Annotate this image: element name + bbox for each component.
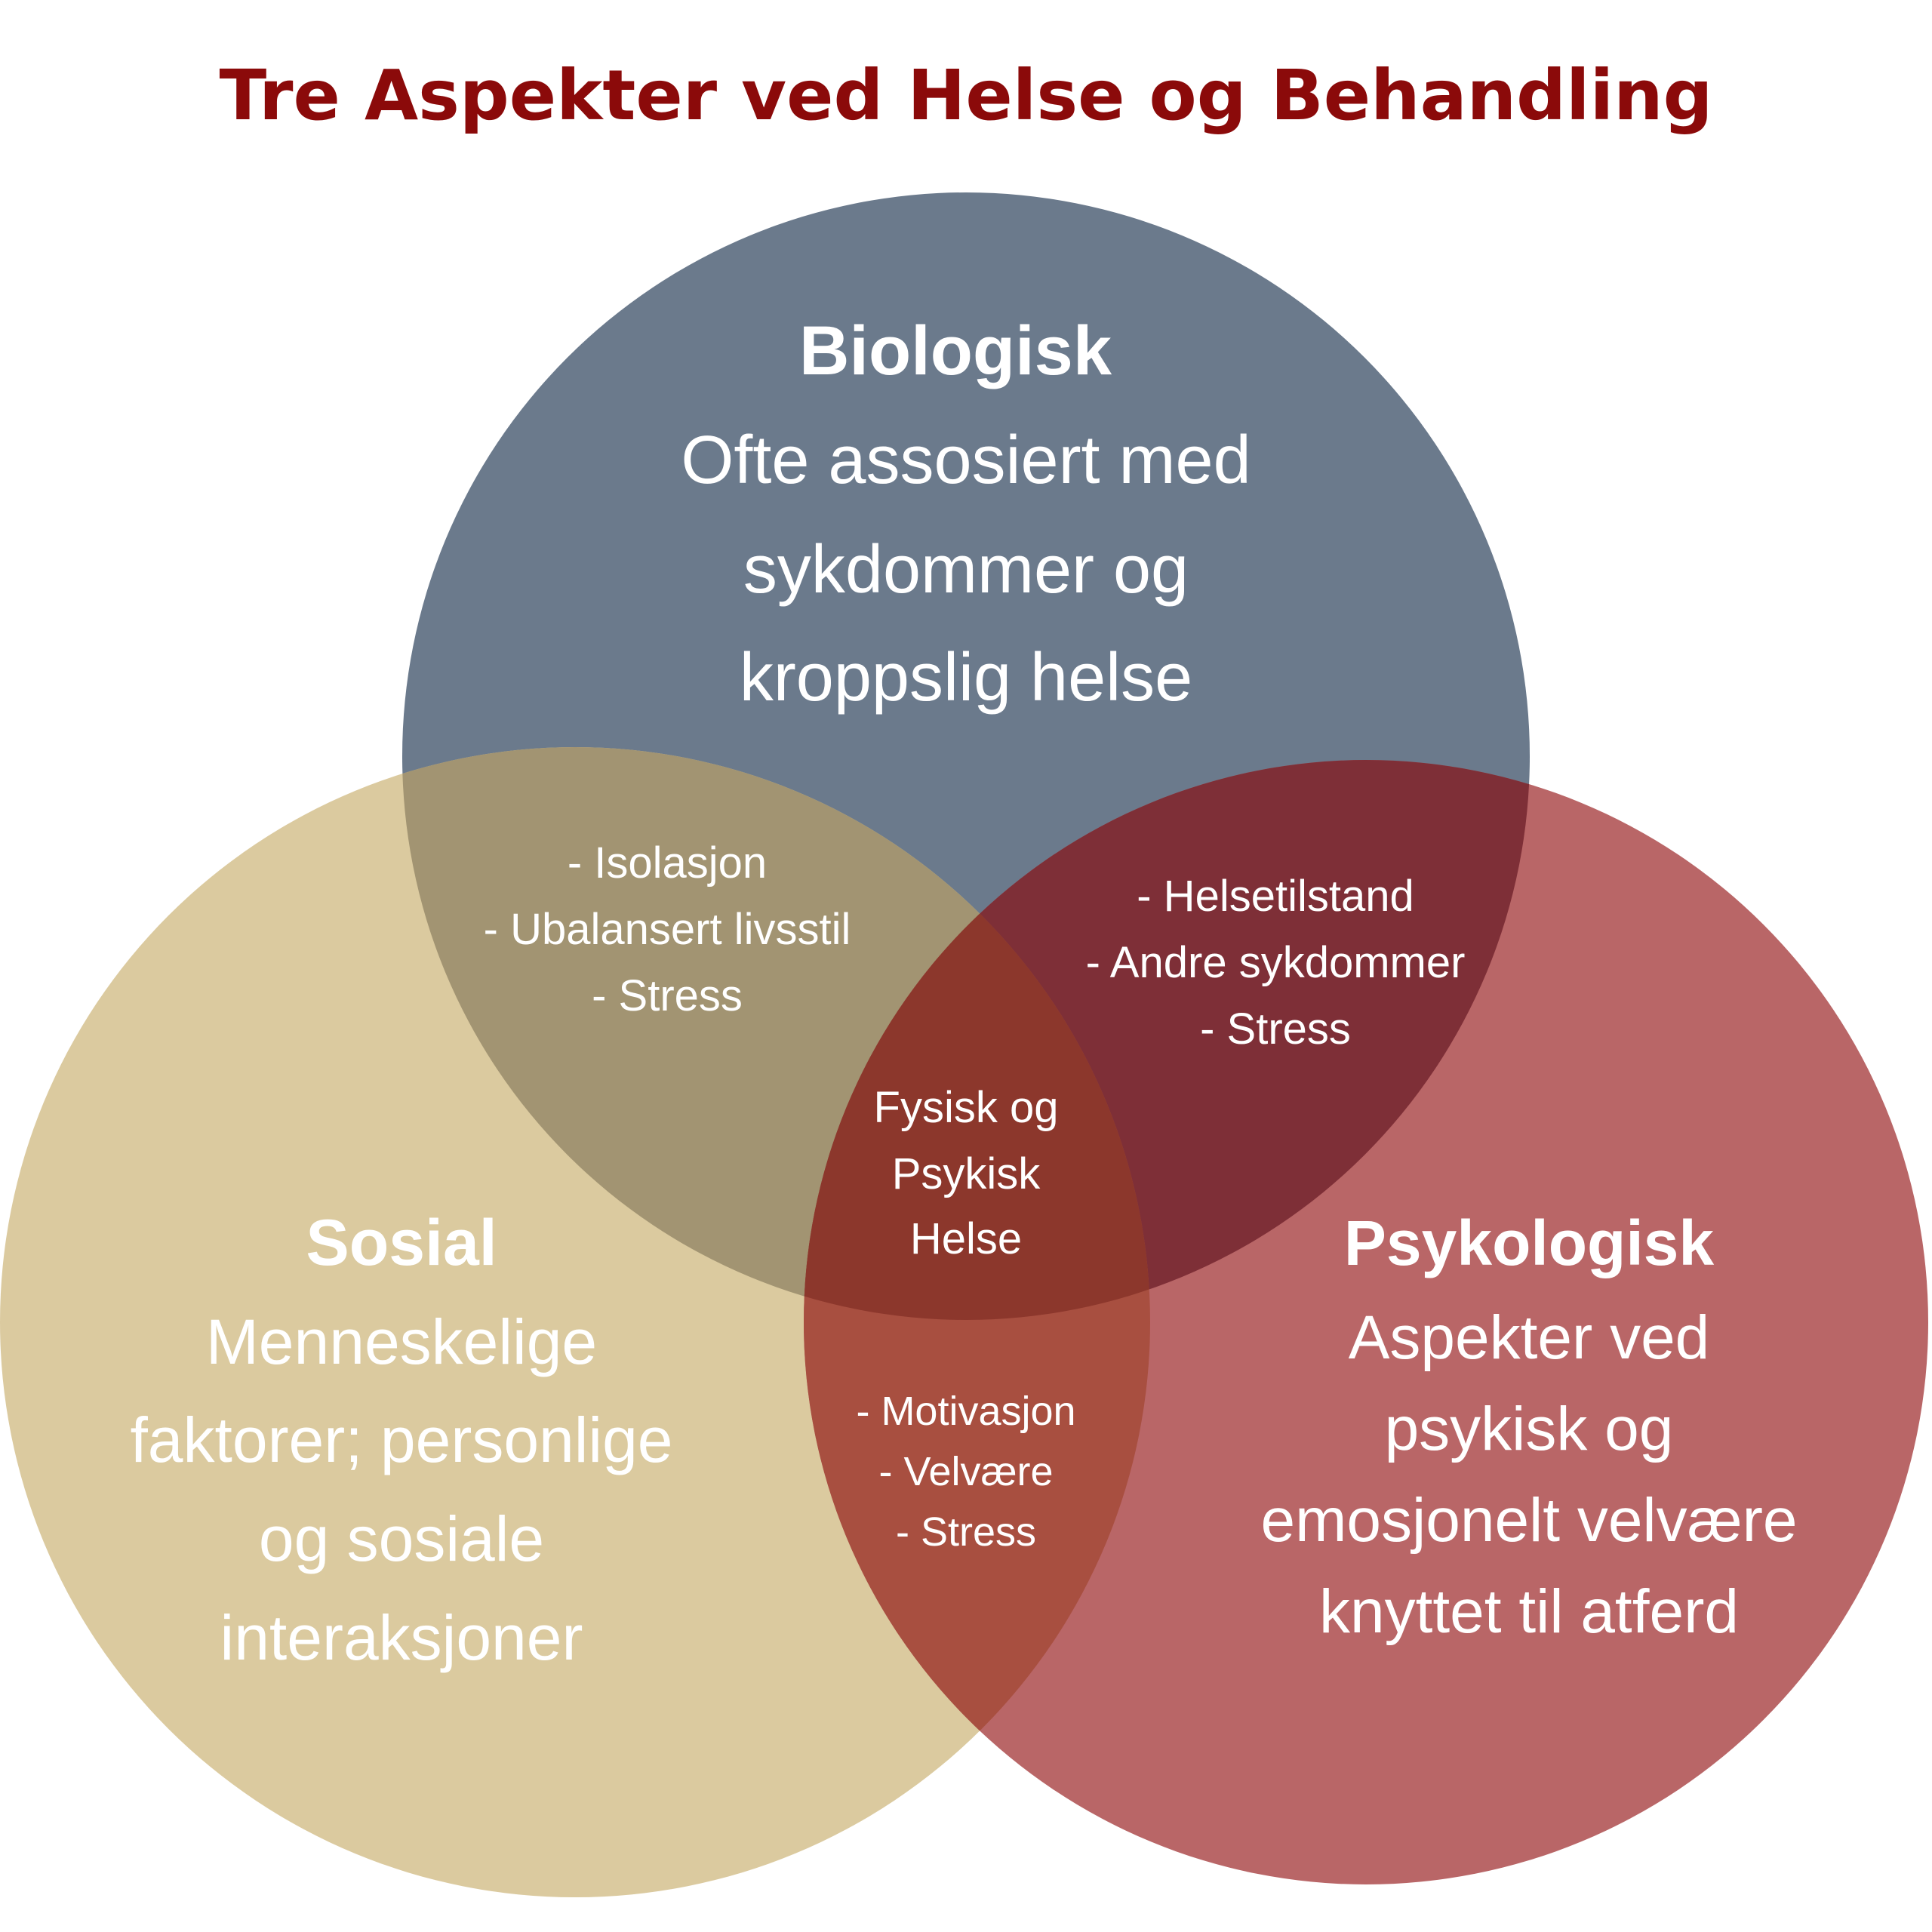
diagram-title: Tre Aspekter ved Helse og Behandling bbox=[219, 55, 1713, 136]
biologisk-line-3: kroppslig helse bbox=[739, 640, 1193, 715]
psykologisk-line-3: emosjonelt velvære bbox=[1260, 1486, 1798, 1555]
overlap-center-line: Fysisk og bbox=[873, 1083, 1059, 1132]
overlap-bio-psyk-item: - Andre sykdommer bbox=[1085, 938, 1466, 987]
overlap-sosial-psyk-item: - Velvære bbox=[878, 1449, 1054, 1494]
overlap-bio-sosial-item: - Isolasjon bbox=[567, 838, 768, 888]
psykologisk-heading: Psykologisk bbox=[1343, 1208, 1715, 1278]
overlap-center-line: Helse bbox=[909, 1214, 1023, 1263]
overlap-bio-psyk-item: - Stress bbox=[1200, 1004, 1351, 1054]
overlap-bio-sosial-item: - Ubalansert livsstil bbox=[483, 905, 851, 954]
overlap-sosial-psyk-item: - Motivasjon bbox=[856, 1389, 1076, 1434]
overlap-bio-psyk-item: - Helsetilstand bbox=[1137, 872, 1414, 921]
biologisk-line-1: Ofte assosiert med bbox=[681, 423, 1251, 498]
sosial-line-2: faktorer; personlige bbox=[130, 1404, 673, 1475]
overlap-bio-sosial-item: - Stress bbox=[592, 971, 743, 1020]
sosial-line-3: og sosiale bbox=[258, 1503, 545, 1574]
sosial-line-4: interaksjoner bbox=[220, 1602, 583, 1673]
psykologisk-line-2: psykisk og bbox=[1384, 1395, 1674, 1463]
sosial-heading: Sosial bbox=[306, 1207, 497, 1279]
overlap-center-line: Psykisk bbox=[891, 1149, 1041, 1198]
biologisk-line-2: sykdommer og bbox=[743, 532, 1189, 608]
sosial-line-1: Menneskelige bbox=[205, 1306, 598, 1377]
overlap-sosial-psyk-item: - Stress bbox=[895, 1509, 1037, 1555]
psykologisk-line-1: Aspekter ved bbox=[1348, 1303, 1710, 1372]
psykologisk-line-4: knyttet til atferd bbox=[1318, 1577, 1740, 1646]
biologisk-heading: Biologisk bbox=[798, 312, 1112, 389]
